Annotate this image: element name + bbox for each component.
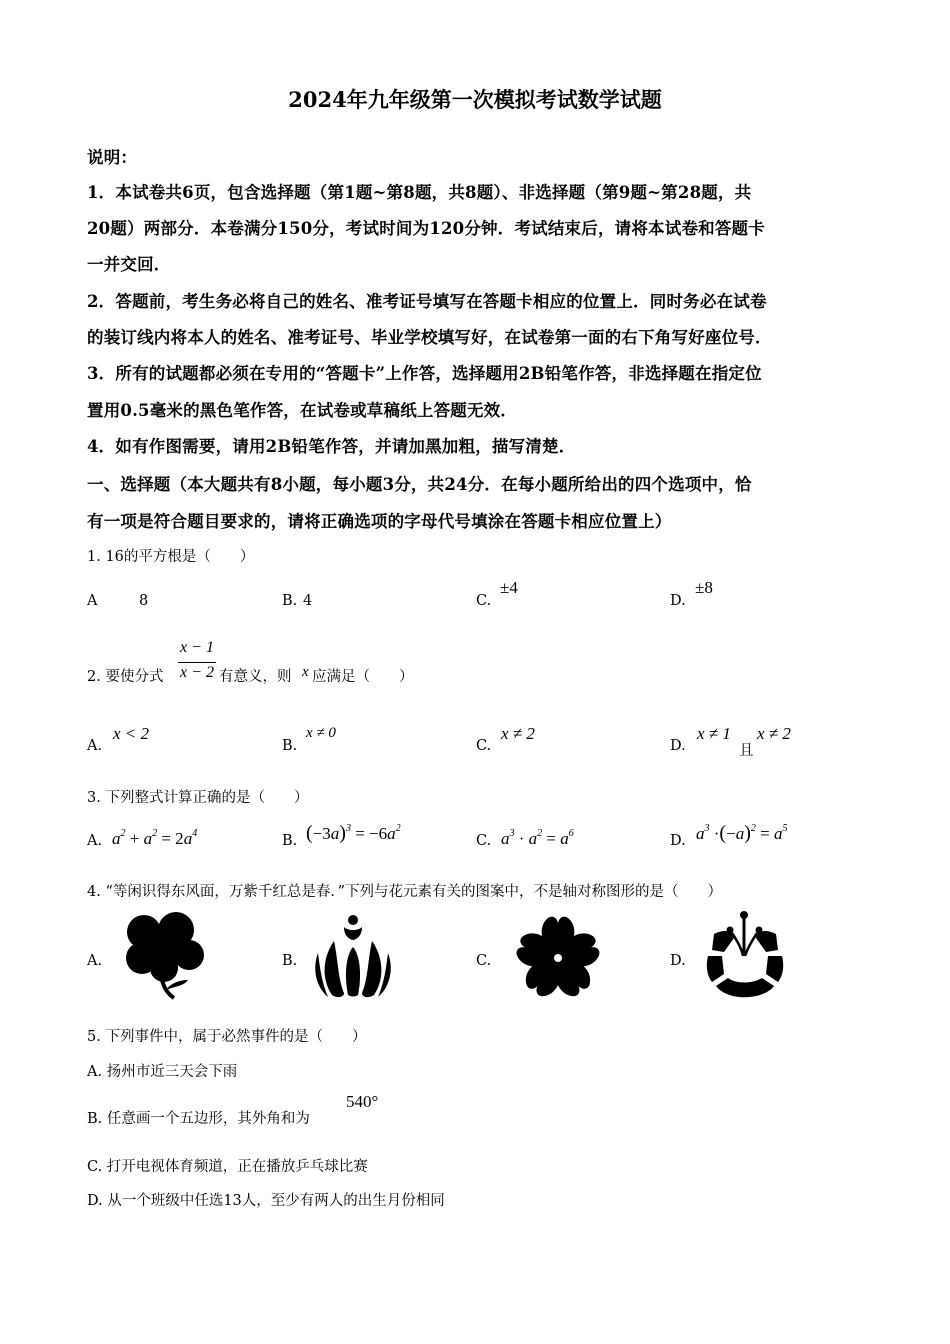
instruction-line: 置用0.5毫米的黑色笔作答，在试卷或草稿纸上答题无效． (87, 401, 518, 420)
instructions-heading: 说明： (87, 148, 138, 167)
q3-option-c-label: C. (476, 833, 492, 849)
q2-option-a-label: A. (87, 738, 103, 754)
instruction-line: 3．所有的试题都必须在专用的“答题卡”上作答，选择题用2B铅笔作答，非选择题在指定位 (87, 364, 762, 383)
q3-option-a-expression: $a^2 + a^2 = 2a^4$ (112, 828, 198, 848)
q1-option-a-label: A (87, 593, 98, 609)
flower-c-icon (512, 914, 604, 1002)
q4-option-d-label: D. (670, 953, 686, 969)
q1-option-b-label: B. (282, 593, 298, 609)
q4-option-a-label: A. (87, 953, 103, 969)
q3-option-d-expression: $a^3 \cdot(-a)^2 = a^5$ (696, 822, 788, 844)
q2-fraction-bar (178, 662, 216, 663)
q5-option-a: A. 扬州市近三天会下雨 (87, 1064, 238, 1080)
q3-option-b-expression: $(-3a)^3 = -6a^2$ (306, 822, 401, 844)
instruction-line: 4．如有作图需要，请用2B铅笔作答，并请加黑加粗，描写清楚． (87, 437, 576, 456)
q2-fraction-denominator: x − 2 (180, 664, 214, 681)
q3-option-b-label: B. (282, 833, 298, 849)
q2-stem-post: 应满足（ ） (312, 669, 414, 685)
q1-option-d-label: D. (670, 593, 686, 609)
q5-stem: 5. 下列事件中，属于必然事件的是（ ） (87, 1029, 367, 1045)
instruction-line: 2．答题前，考生务必将自己的姓名、准考证号填写在答题卡相应的位置上．同时务必在试卷 (87, 292, 767, 311)
flower-b-icon (314, 913, 392, 1001)
instruction-line: 1．本试卷共6页，包含选择题（第1题~第8题，共8题）、非选择题（第9题~第28题，共 (87, 183, 752, 202)
q2-option-d-value-1: x ≠ 1 (697, 724, 731, 743)
q4-stem: 4. “等闲识得东风面，万紫千红总是春．”下列与花元素有关的图案中，不是轴对称图形的是（ ） (87, 884, 723, 900)
q5-option-d: D. 从一个班级中任选13人，至少有两人的出生月份相同 (87, 1193, 445, 1209)
q2-stem-pre: 2. 要使分式 (87, 669, 164, 685)
flower-a-icon (122, 910, 208, 1000)
q2-option-b-label: B. (282, 738, 298, 754)
q2-option-b-value: x ≠ 0 (306, 725, 336, 741)
page-title: 2024年九年级第一次模拟考试数学试题 (288, 87, 662, 112)
q2-variable: x (302, 664, 309, 680)
q1-option-a-value: 8 (139, 593, 149, 609)
q1-option-b-value: 4 (303, 593, 313, 609)
section-heading: 有一项是符合题目要求的，请将正确选项的字母代号填涂在答题卡相应位置上） (87, 512, 672, 531)
flower-d-icon (704, 908, 786, 1002)
q2-fraction-numerator: x − 1 (180, 639, 214, 656)
q4-option-c-label: C. (476, 953, 492, 969)
q2-option-c-value: x ≠ 2 (501, 724, 535, 743)
q1-option-c-value: ±4 (500, 578, 518, 597)
section-heading: 一、选择题（本大题共有8小题，每小题3分，共24分．在每小题所给出的四个选项中，恰 (87, 475, 752, 494)
q1-option-d-value: ±8 (695, 578, 713, 597)
q5-option-c: C. 打开电视体育频道，正在播放乒乓球比赛 (87, 1159, 368, 1175)
q3-option-a-label: A. (87, 833, 103, 849)
q2-option-a-value: x < 2 (113, 724, 150, 743)
q5-option-b: B. 任意画一个五边形，其外角和为 (87, 1111, 310, 1127)
instruction-line: 20题）两部分．本卷满分150分，考试时间为120分钟．考试结束后，请将本试卷和答题卡 (87, 219, 765, 238)
q5-option-b-value: 540° (346, 1092, 379, 1111)
instruction-line: 一并交回． (87, 255, 171, 274)
q2-option-c-label: C. (476, 738, 492, 754)
q4-option-b-label: B. (282, 953, 298, 969)
q2-option-d-value-2: x ≠ 2 (757, 724, 791, 743)
q3-option-c-expression: $a^3 \cdot a^2 = a^6$ (501, 828, 574, 848)
q3-option-d-label: D. (670, 833, 686, 849)
q2-stem-mid: 有意义，则 (219, 669, 292, 685)
q2-option-d-conjunction: 且 (739, 743, 754, 759)
instruction-line: 的装订线内将本人的姓名、准考证号、毕业学校填写好，在试卷第一面的右下角写好座位号． (87, 328, 772, 347)
q1-stem: 1. 16的平方根是（ ） (87, 549, 255, 565)
q3-stem: 3. 下列整式计算正确的是（ ） (87, 790, 309, 806)
q2-option-d-label: D. (670, 738, 686, 754)
q1-option-c-label: C. (476, 593, 492, 609)
